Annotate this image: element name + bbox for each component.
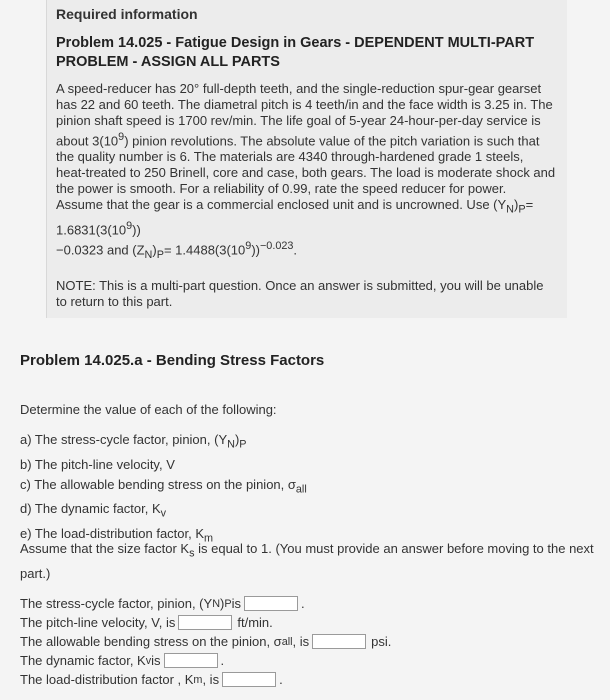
required-info-title: Required information [56,6,198,22]
part-title: Problem 14.025.a - Bending Stress Factors [20,352,325,369]
list-item: a) The stress-cycle factor, pinion, $(Y_N)_P$ [20,432,247,451]
answer-section [20,594,391,689]
problem-title: Problem 14.025 - Fatigue Design in Gears - DEPENDENT MULTI-PART PROBLEM - ASSIGN ALL PARTS [56,35,535,70]
list-item: b) The pitch-line velocity, V [20,456,175,472]
pitch-line-velocity-input[interactable] [178,615,232,630]
determine-instruction: Determine the value of each of the following: [20,402,277,417]
stress-cycle-factor-input[interactable] [244,596,298,611]
answer-row-stress-cycle: The stress-cycle factor, pinion, (Y N ) P is . [20,596,305,611]
load-distribution-factor-input[interactable] [222,672,276,687]
list-item: d) The dynamic factor, $K_v$ [20,501,167,520]
multi-part-note: NOTE: This is a multi-part question. Once an answer is submitted, you will be unable to return to this part. [56,278,544,309]
allowable-bending-stress-input[interactable] [312,634,366,649]
list-item: c) The allowable bending stress on the pinion, $\sigma_{all}$ [20,476,307,496]
problem-statement: A speed-reducer has 20° full-depth teeth, and the single-reduction spur-gear gearset has 22 and 60 teeth. The diametral pitch is 4 teeth/in and the face width is 3.25 in. The pinion shaft speed is 1700 rev/min. The life goal of 5-year 24-hour-per-day service is about $3(10^9)$ pinion revolutions. The absolute value of the pitch variation is such that the quality number is 6. The materials are 4340 through-hardened grade 1 steels, heat-treated to 250 Brinell, core and case, both gears. The load is moderate shock and the power is smooth. For a reliability of 0.99, rate the speed reducer for power. Assume that the gear is a commercial enclosed unit and is uncrowned. Use $(Y_N)_P= 1.6831(3(10^9))$ −0.0323 and $(Z_N)_P= 1.4488(3(10^9))^{-0.023}$. [56,81,556,262]
dynamic-factor-input[interactable] [164,653,218,668]
answer-row-pitch-velocity: The pitch-line velocity, V, is ft/min. [20,615,273,630]
size-factor-assumption: Assume that the size factor $K_s$ is equal to 1. (You must provide an answer before moving to the next part.) [20,541,594,581]
list-item: e) The load-distribution factor, $K_m$ [20,525,214,545]
question-list [20,430,307,548]
answer-row-dynamic-factor: The dynamic factor, K v is . [20,653,225,668]
answer-row-load-distribution: The load-distribution factor , K m , is . [20,672,283,687]
answer-row-allowable-stress: The allowable bending stress on the pinion, σ all , is psi. [20,634,392,649]
